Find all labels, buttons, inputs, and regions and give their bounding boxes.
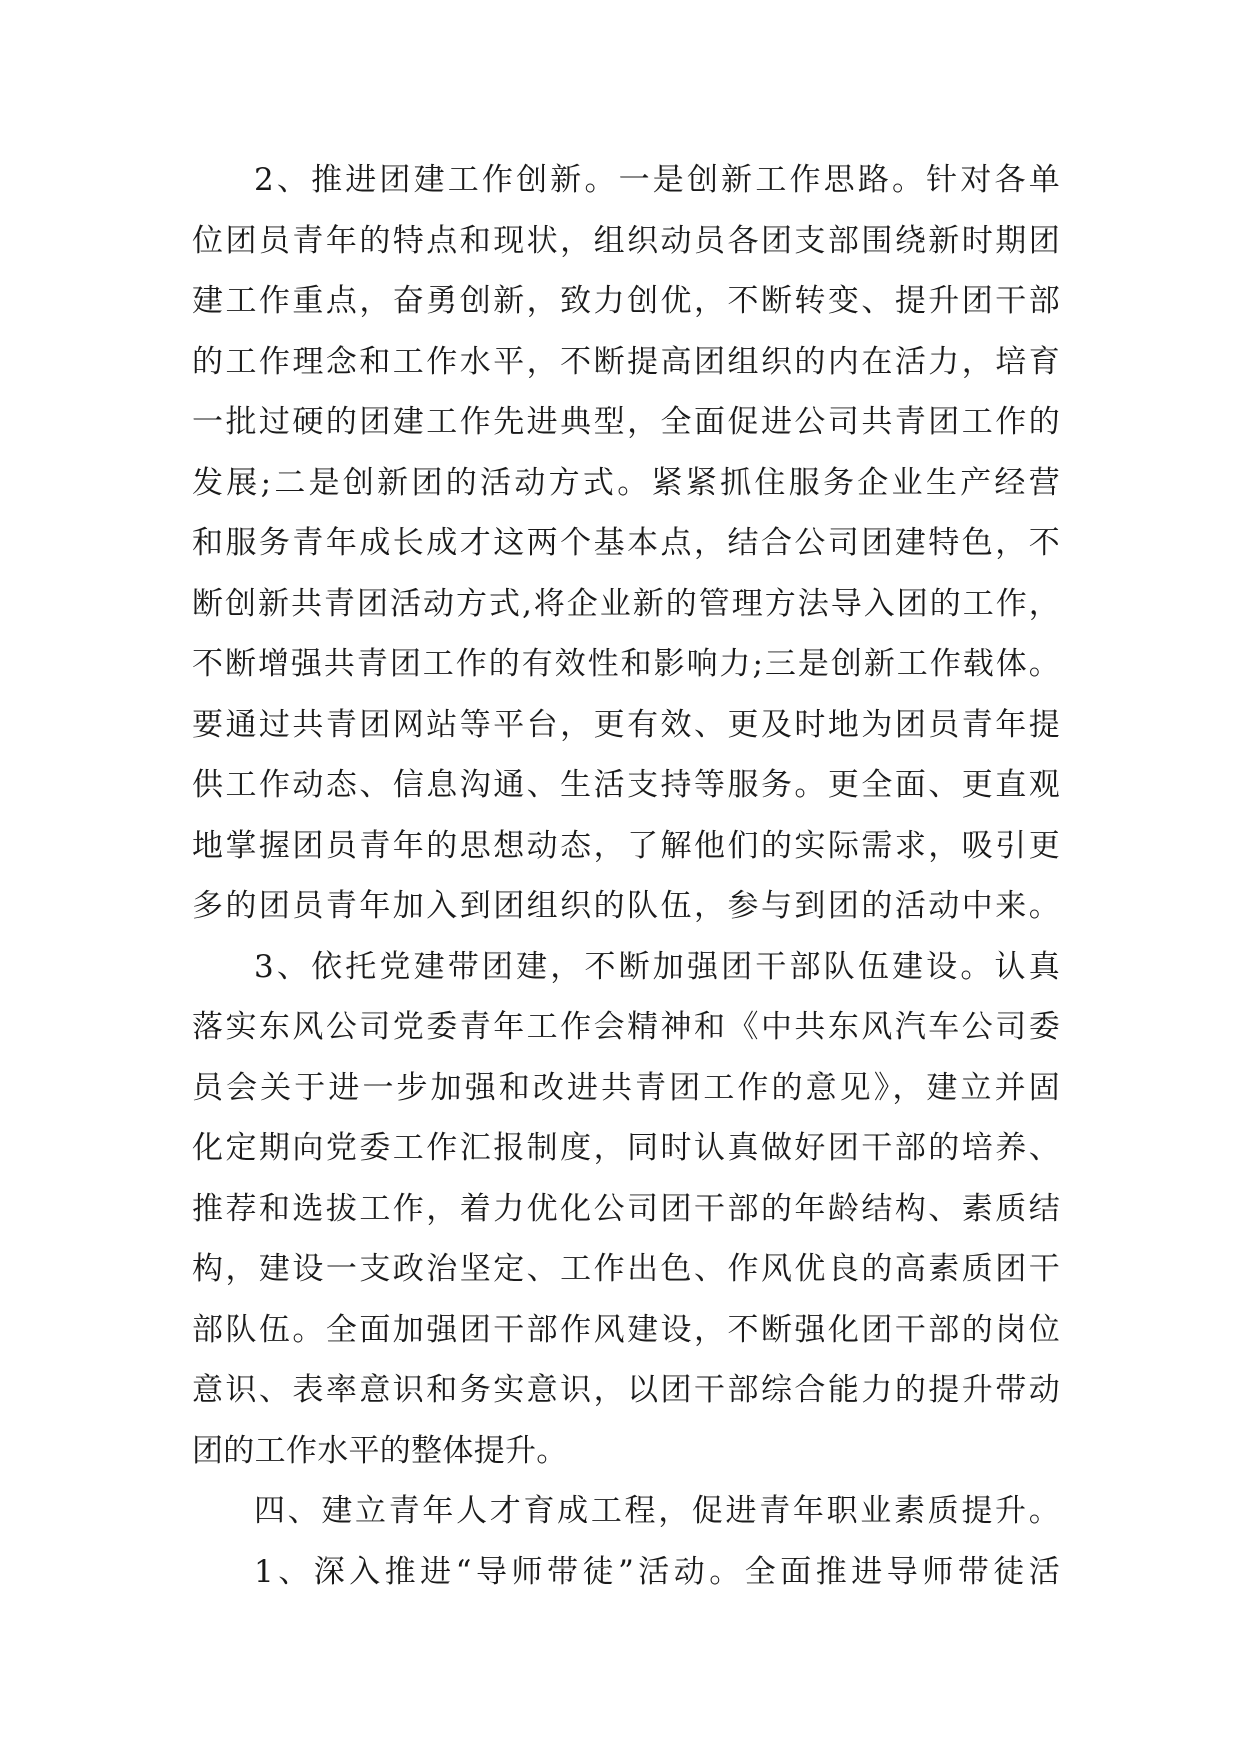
text-line: 团的工作水平的整体提升。 xyxy=(192,1432,568,1469)
text-line: 多的团员青年加入到团组织的队伍，参与到团的活动中来。 xyxy=(192,888,1060,924)
text-line: 落实东风公司党委青年工作会精神和《中共东风汽车公司委 xyxy=(192,1009,1060,1045)
text-line: 化定期向党委工作汇报制度，同时认真做好团干部的培养、 xyxy=(192,1130,1060,1166)
text-line: 要通过共青团网站等平台，更有效、更及时地为团员青年提 xyxy=(192,706,1060,743)
text-line: 构，建设一支政治坚定、工作出色、作风优良的高素质团干 xyxy=(192,1251,1060,1287)
text-line: 断创新共青团活动方式,将企业新的管理方法导入团的工作， xyxy=(192,585,1060,622)
text-line: 3、依托党建带团建，不断加强团干部队伍建设。认真 xyxy=(254,948,1060,985)
text-line: 2、推进团建工作创新。一是创新工作思路。针对各单 xyxy=(254,162,1060,198)
text-line: 供工作动态、信息沟通、生活支持等服务。更全面、更直观 xyxy=(192,767,1060,803)
text-line: 和服务青年成长成才这两个基本点，结合公司团建特色，不 xyxy=(192,525,1060,561)
text-line: 员会关于进一步加强和改进共青团工作的意见》，建立并固 xyxy=(192,1069,1060,1106)
text-line: 推荐和选拔工作，着力优化公司团干部的年龄结构、素质结 xyxy=(192,1190,1060,1227)
text-line: 一批过硬的团建工作先进典型，全面促进公司共青团工作的 xyxy=(192,404,1060,440)
text-line: 意识、表率意识和务实意识，以团干部综合能力的提升带动 xyxy=(192,1372,1060,1408)
paragraph-team-building-innovation xyxy=(192,150,1060,937)
section-heading-talent-project xyxy=(192,1481,1060,1542)
paragraph-mentor-apprentice xyxy=(192,1542,1060,1603)
text-line: 建工作重点，奋勇创新，致力创优，不断转变、提升团干部 xyxy=(192,283,1060,319)
text-line: 的工作理念和工作水平，不断提高团组织的内在活力，培育 xyxy=(192,343,1060,380)
document-body xyxy=(192,150,1060,1602)
text-line: 不断增强共青团工作的有效性和影响力;三是创新工作载体。 xyxy=(192,646,1060,682)
text-line: 地掌握团员青年的思想动态，了解他们的实际需求，吸引更 xyxy=(192,827,1060,864)
text-line: 四、建立青年人才育成工程，促进青年职业素质提升。 xyxy=(254,1493,1060,1529)
text-line: 发展;二是创新团的活动方式。紧紧抓住服务企业生产经营 xyxy=(192,464,1060,501)
text-line: 位团员青年的特点和现状，组织动员各团支部围绕新时期团 xyxy=(192,222,1060,259)
text-line: 1、深入推进“导师带徒”活动。全面推进导师带徒活 xyxy=(254,1553,1060,1590)
text-line: 部队伍。全面加强团干部作风建设，不断强化团干部的岗位 xyxy=(192,1311,1060,1348)
paragraph-cadre-team-building xyxy=(192,937,1060,1482)
